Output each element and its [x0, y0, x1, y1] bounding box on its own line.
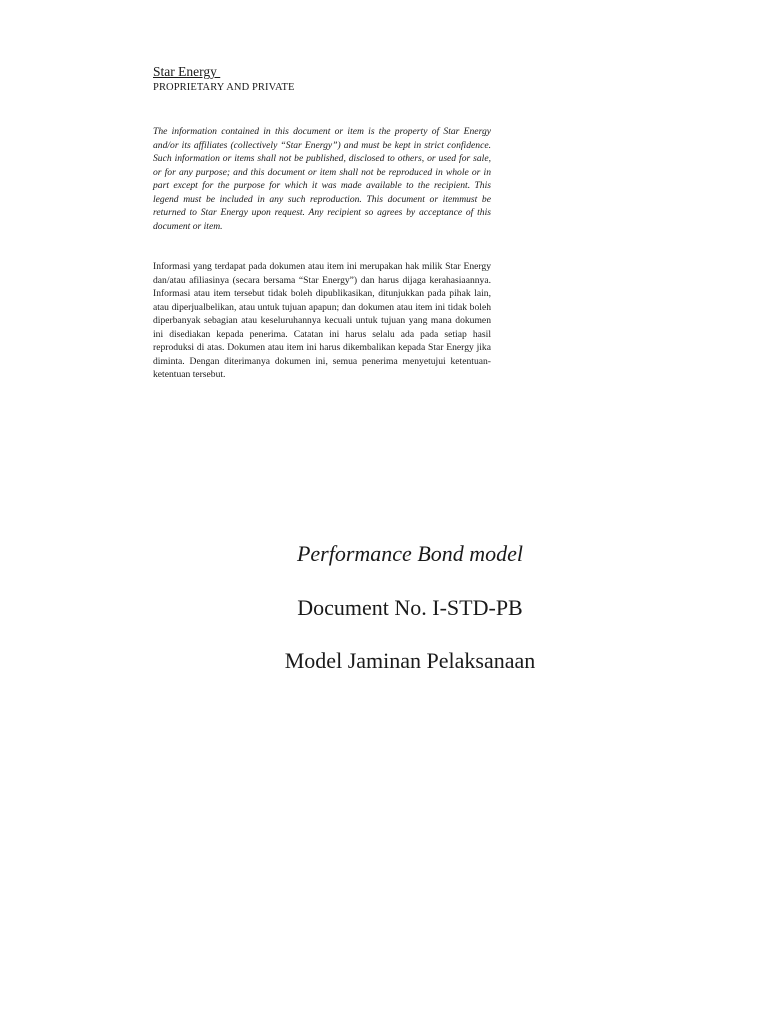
classification-label: PROPRIETARY AND PRIVATE	[153, 82, 295, 93]
document-title: Performance Bond model	[296, 541, 524, 566]
confidentiality-notice-indonesian: Informasi yang terdapat pada dokumen atau item ini merupakan hak milik Star Energy dan/atau afiliasinya (secara bersama “Star Energy”) dan harus dijaga kerahasiaannya. Informasi atau item tersebut tidak boleh dipublikasikan, ditunjukkan pada pihak lain, atau diperjualbelikan, atau untuk tujuan apapun; dan dokumen atau item ini tidak boleh diperbanyak sebagian atau keseluruhannya kecuali untuk tujuan yang mana dokumen ini disediakan kepada penerima. Catatan ini harus selalu ada pada setiap hasil reproduksi di atas. Dokumen atau item ini harus dikembalikan kepada Star Energy jika diminta. Dengan diterimanya dokumen ini, semua penerima menyetujui ketentuan-ketentuan tersebut.	[153, 261, 491, 380]
document-title-indonesian: Model Jaminan Pelaksanaan	[284, 648, 536, 673]
company-name: Star Energy	[153, 64, 221, 79]
confidentiality-notice-english: The information contained in this document or item is the property of Star Energy and/or its affiliates (collectively “Star Energy”) and must be kept in strict confidence. Such information or items shall not be published, disclosed to others, or used for sale, or for any purpose; and this document or item shall not be reproduced in whole or in part except for the purpose for which it was made available to the recipient. This legend must be included in any such reproduction. This document or itemmust be returned to Star Energy upon request. Any recipient so agrees by acceptance of this document or item.	[153, 126, 491, 232]
document-number: Document No. I-STD-PB	[297, 595, 523, 620]
